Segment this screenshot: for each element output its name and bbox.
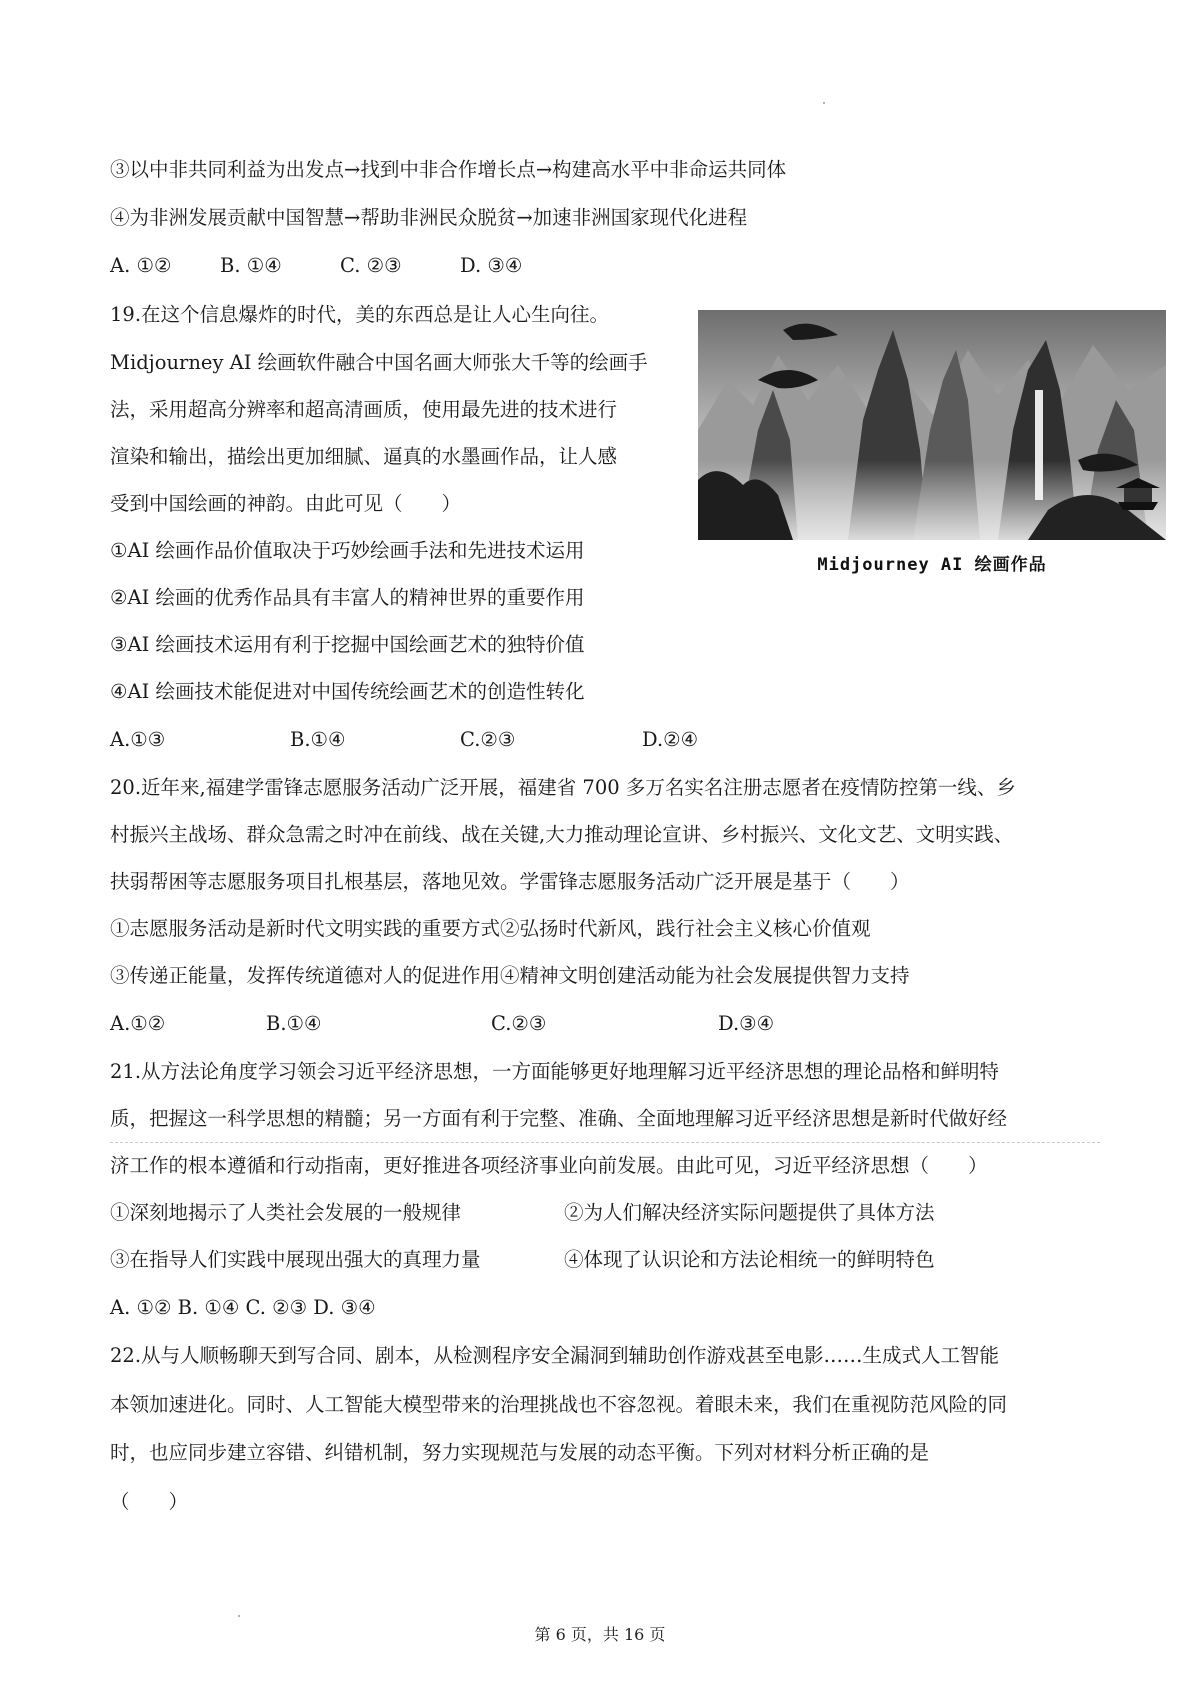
- choice-a: A.①②: [110, 1012, 166, 1035]
- q19-option: ②AI 绘画的优秀作品具有丰富人的精神世界的重要作用: [110, 586, 585, 609]
- divider-line: [110, 1142, 1100, 1143]
- q19-option: ①AI 绘画作品价值取决于巧妙绘画手法和先进技术运用: [110, 539, 585, 562]
- choice-d: D.③④: [718, 1012, 775, 1035]
- q21-option: ③在指导人们实践中展现出强大的真理力量: [110, 1248, 481, 1271]
- choice-c: C. ②③: [340, 254, 402, 277]
- q21-stem-line: 21.从方法论角度学习领会习近平经济思想，一方面能够更好地理解习近平经济思想的理论品格和鲜明特: [110, 1060, 1000, 1083]
- q19-stem-line: 19.在这个信息爆炸的时代，美的东西总是让人心生向往。: [110, 303, 610, 326]
- choice-d: D.②④: [642, 728, 699, 751]
- q21-option: ②为人们解决经济实际问题提供了具体方法: [564, 1201, 935, 1224]
- q22-stem-line: （ ）: [110, 1490, 189, 1513]
- choice-d: D. ③④: [460, 254, 523, 277]
- q21-option: ①深刻地揭示了人类社会发展的一般规律: [110, 1201, 462, 1224]
- choice-a: A. ①②: [110, 254, 172, 277]
- page-footer: 第 6 页，共 16 页: [534, 1625, 666, 1644]
- ink-landscape-image: [698, 310, 1166, 540]
- q19-stem-line: 受到中国绘画的神韵。由此可见（ ）: [110, 492, 462, 515]
- scan-speck: [823, 102, 825, 104]
- q20-stem-line: 村振兴主战场、群众急需之时冲在前线、战在关键,大力推动理论宣讲、乡村振兴、文化文艺、文明实践、: [110, 823, 1014, 846]
- choice-b: B. ①④: [220, 254, 282, 277]
- q22-stem-line: 22.从与人顺畅聊天到写合同、剧本，从检测程序安全漏洞到辅助创作游戏甚至电影……生成式人工智能: [110, 1344, 1000, 1367]
- ink-painting-figure: [698, 310, 1166, 575]
- q20-option: ①志愿服务活动是新时代文明实践的重要方式②弘扬时代新风，践行社会主义核心价值观: [110, 917, 871, 940]
- figure-caption: Midjourney AI 绘画作品: [817, 555, 1047, 575]
- choice-a: A.①③: [110, 728, 166, 751]
- q22-stem-line: 本领加速进化。同时、人工智能大模型带来的治理挑战也不容忽视。着眼未来，我们在重视防范风险的同: [110, 1393, 1008, 1416]
- choice-b: B.①④: [266, 1012, 322, 1035]
- q21-option: ④体现了认识论和方法论相统一的鲜明特色: [564, 1248, 935, 1271]
- q20-stem-line: 扶弱帮困等志愿服务项目扎根基层，落地见效。学雷锋志愿服务活动广泛开展是基于（ ）: [110, 870, 910, 893]
- choice-b: B.①④: [290, 728, 346, 751]
- q18-option-3: ③以中非共同利益为出发点→找到中非合作增长点→构建高水平中非命运共同体: [110, 158, 787, 181]
- choice-c: C.②③: [491, 1012, 547, 1035]
- q21-choices: A. ①② B. ①④ C. ②③ D. ③④: [110, 1296, 376, 1319]
- q21-stem-line: 质，把握这一科学思想的精髓；另一方面有利于完整、准确、全面地理解习近平经济思想是新时代做好经: [110, 1107, 1008, 1130]
- q19-option: ④AI 绘画技术能促进对中国传统绘画艺术的创造性转化: [110, 680, 585, 703]
- q21-stem-line: 济工作的根本遵循和行动指南，更好推进各项经济事业向前发展。由此可见，习近平经济思想（ ）: [110, 1154, 988, 1177]
- q20-option: ③传递正能量，发挥传统道德对人的促进作用④精神文明创建活动能为社会发展提供智力支持: [110, 964, 910, 987]
- scan-speck: [238, 1615, 240, 1617]
- choice-c: C.②③: [460, 728, 516, 751]
- q19-stem-line: Midjourney AI 绘画软件融合中国名画大师张大千等的绘画手: [110, 351, 648, 374]
- q19-option: ③AI 绘画技术运用有利于挖掘中国绘画艺术的独特价值: [110, 633, 585, 656]
- q18-option-4: ④为非洲发展贡献中国智慧→帮助非洲民众脱贫→加速非洲国家现代化进程: [110, 206, 748, 229]
- q19-stem-line: 法，采用超高分辨率和超高清画质，使用最先进的技术进行: [110, 398, 618, 421]
- q20-stem-line: 20.近年来,福建学雷锋志愿服务活动广泛开展，福建省 700 多万名实名注册志愿者在疫情防控第一线、乡: [110, 776, 1016, 799]
- q19-stem-line: 渲染和输出，描绘出更加细腻、逼真的水墨画作品，让人感: [110, 445, 618, 468]
- q22-stem-line: 时，也应同步建立容错、纠错机制，努力实现规范与发展的动态平衡。下列对材料分析正确的是: [110, 1441, 930, 1464]
